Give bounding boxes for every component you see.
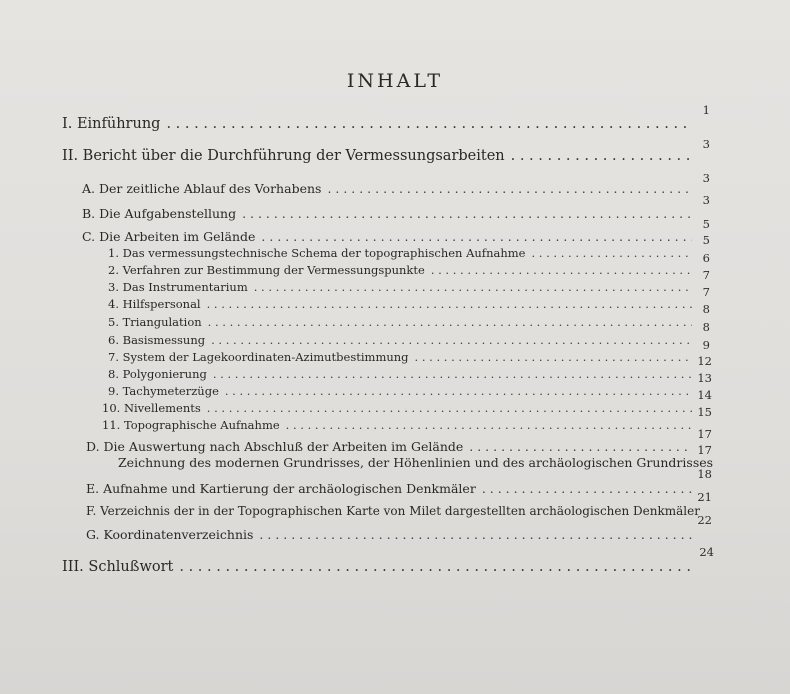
toc-entry-subsection: 10. Nivellements . . . bbox=[102, 401, 692, 415]
toc-page-number: 17 bbox=[697, 427, 712, 441]
toc-page-number: 14 bbox=[697, 388, 712, 402]
toc-page-number: 5 bbox=[702, 217, 710, 231]
toc-page-number: 21 bbox=[697, 490, 712, 504]
toc-page-number: 1 bbox=[702, 103, 710, 117]
toc-page-number: 3 bbox=[702, 171, 710, 185]
toc-page-number: 8 bbox=[702, 320, 710, 334]
toc-entry-section: G. Koordinatenverzeichnis . . . bbox=[86, 527, 692, 542]
toc-page-number: 3 bbox=[702, 193, 710, 207]
page-title: INHALT bbox=[346, 70, 444, 92]
toc-entry-chapter: III. Schlußwort . . . bbox=[62, 559, 692, 575]
toc-page-number: 24 bbox=[699, 545, 714, 559]
toc-entry-subsection: 2. Verfahren zur Bestimmung der Vermessungspunkte . . . bbox=[108, 263, 692, 277]
toc-entry-subsection: 5. Triangulation . . . bbox=[108, 315, 692, 329]
toc-page-number: 8 bbox=[702, 302, 710, 316]
toc-entry-subsection: 8. Polygonierung . . . bbox=[108, 367, 692, 381]
toc-page-number: 13 bbox=[697, 371, 712, 385]
toc-entry-subsection: Zeichnung des modernen Grundrisses, der Höhenlinien und des archäologischen Grundrisses bbox=[118, 455, 714, 470]
toc-entry-section: A. Der zeitliche Ablauf des Vorhabens . . . bbox=[82, 181, 692, 196]
toc-entry-section: D. Die Auswertung nach Abschluß der Arbeiten im Gelände . . . bbox=[86, 439, 692, 454]
toc-page-number: 3 bbox=[702, 137, 710, 151]
toc-page-number: 7 bbox=[702, 285, 710, 299]
toc-page-number: 9 bbox=[702, 338, 710, 352]
toc-page-number: 18 bbox=[697, 467, 712, 481]
toc-entry-subsection: 7. System der Lagekoordinaten-Azimutbestimmung . . . bbox=[108, 350, 692, 364]
toc-page-number: 12 bbox=[697, 354, 712, 368]
toc-entry-chapter: II. Bericht über die Durchführung der Vermessungsarbeiten . . . bbox=[62, 148, 692, 164]
toc-page-number: 7 bbox=[702, 268, 710, 282]
toc-entry-subsection: 9. Tachymeterzüge . . . bbox=[108, 384, 692, 398]
toc-page-number: 5 bbox=[702, 233, 710, 247]
toc-entry-section: C. Die Arbeiten im Gelände . . . bbox=[82, 229, 692, 244]
toc-entry-subsection: 3. Das Instrumentarium . . . bbox=[108, 280, 692, 294]
toc-entry-subsection: 11. Topographische Aufnahme . . . bbox=[102, 418, 692, 432]
toc-entry-section: F. Verzeichnis der in der Topographischen Karte von Milet dargestellten archäologischen Denkmäler bbox=[86, 504, 700, 518]
toc-page-number: 15 bbox=[697, 405, 712, 419]
toc-entry-section: E. Aufnahme und Kartierung der archäologischen Denkmäler . . . bbox=[86, 481, 692, 496]
toc-page-number: 17 bbox=[697, 443, 712, 457]
toc-page-number: 22 bbox=[697, 513, 712, 527]
toc-entry-chapter: I. Einführung . . . bbox=[62, 116, 692, 132]
toc-entry-section: B. Die Aufgabenstellung . . . bbox=[82, 206, 692, 221]
toc-entry-subsection: 6. Basismessung . . . bbox=[108, 333, 692, 347]
toc-entry-subsection: 4. Hilfspersonal . . . bbox=[108, 297, 692, 311]
toc-entry-subsection: 1. Das vermessungstechnische Schema der topographischen Aufnahme . . . bbox=[108, 246, 692, 260]
toc-page-number: 6 bbox=[702, 251, 710, 265]
